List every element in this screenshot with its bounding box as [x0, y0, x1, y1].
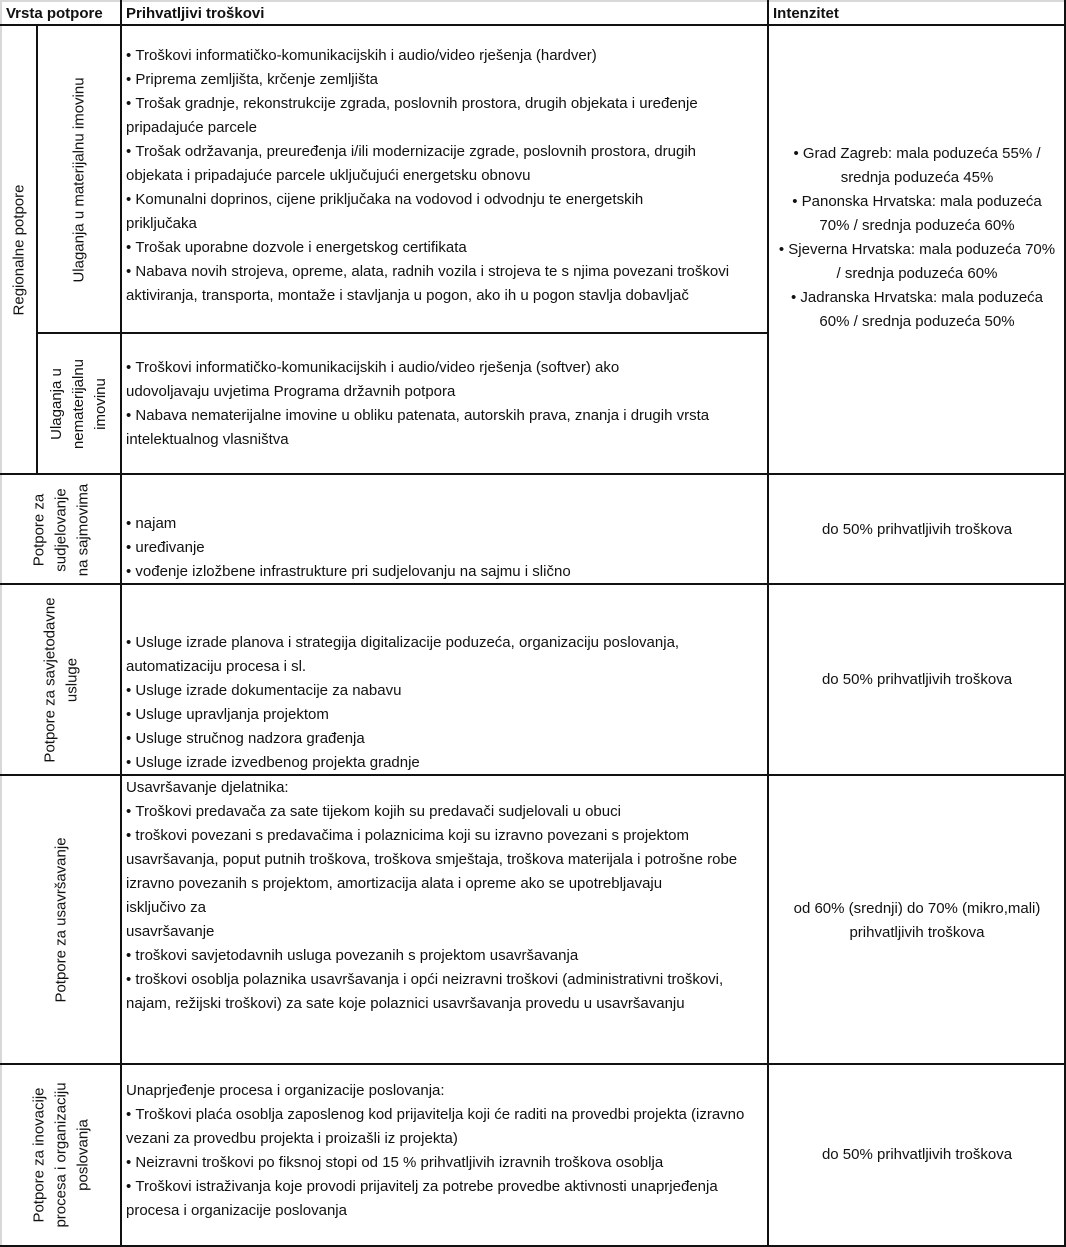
header-type: Vrsta potpore	[6, 5, 103, 22]
tangible-label-text: Ulaganja u materijalnu imovinu	[70, 76, 88, 283]
grid-line	[0, 24, 1066, 26]
intensity-item: • Sjeverna Hrvatska: mala poduzeća 70% / srednja poduzeća 60%	[777, 238, 1057, 286]
innovation-label	[2, 1065, 121, 1245]
tangible-costs	[122, 44, 768, 332]
grid-line	[0, 1063, 1066, 1065]
grid-line	[36, 25, 38, 474]
grid-line	[120, 0, 122, 1247]
training-intensity	[769, 776, 1065, 1064]
label-line: usluge	[63, 657, 81, 703]
innovation-costs	[122, 1065, 768, 1245]
training-label	[2, 776, 121, 1064]
fairs-costs	[122, 475, 768, 584]
label-line: nematerijalnu	[70, 358, 88, 450]
cost-item: • troškovi savjetodavnih usluga povezanih s projektom usavršavanja	[126, 944, 764, 968]
intensity-item: • Jadranska Hrvatska: mala poduzeća 60% / srednja poduzeća 50%	[777, 286, 1057, 334]
cost-line: izravno povezanih s projektom, amortizacija alata i opreme ako se upotrebljavaju isključivo za	[126, 875, 663, 916]
consulting-intensity: do 50% prihvatljivih troškova	[821, 671, 1013, 688]
cost-item: • uređivanje	[126, 536, 764, 560]
label-line: imovinu	[92, 378, 110, 430]
regional-group-text: Regionalne potpore	[10, 184, 28, 316]
cost-item: • Nabava novih strojeva, opreme, alata, radnih vozila i strojeva te s njima povezani troškovi aktiviranja, transporta, montaže i stavljanja u pogon, ako ih u pogon stavlja dobavljač	[126, 260, 741, 308]
grid-line	[37, 332, 768, 334]
cost-item: • najam	[126, 512, 764, 536]
fairs-intensity: do 50% prihvatljivih troškova	[821, 520, 1013, 538]
training-intro: Usavršavanje djelatnika:	[126, 779, 289, 796]
cost-item: • Usluge upravljanja projektom	[126, 703, 764, 727]
consulting-label-text	[40, 597, 84, 762]
intangible-costs	[122, 334, 768, 474]
intangible-label	[38, 334, 121, 474]
intensity-item: • Panonska Hrvatska: mala poduzeća 70% / srednja poduzeća 60%	[777, 190, 1057, 238]
cost-item: • Troškovi istraživanja koje provodi prijavitelj za potrebe provedbe aktivnosti unaprjeđenja procesa i organizacije poslovanja	[126, 1175, 726, 1223]
cost-item: • Usluge izrade izvedbenog projekta gradnje	[126, 751, 764, 775]
innovation-intro: Unaprjeđenje procesa i organizacije poslovanja:	[126, 1082, 445, 1099]
cost-item: • Nabava nematerijalne imovine u obliku patenata, autorskih prava, znanja i drugih vrsta intelektualnog vlasništva	[126, 404, 736, 452]
grid-line	[0, 774, 1066, 776]
cost-item: • vođenje izložbene infrastrukture pri sudjelovanju na sajmu i slično	[126, 560, 764, 584]
cost-line: najam, režijski troškovi) za sate koje polaznici usavršavanja provedu u usavršavanju	[126, 995, 685, 1012]
cost-item: • Trošak gradnje, rekonstrukcije zgrada, poslovnih prostora, drugih objekata i uređenje pripadajuće parcele	[126, 92, 756, 140]
regional-intensity	[769, 26, 1065, 474]
cost-item: • troškovi osoblja polaznika usavršavanja i opći neizravni troškovi (administrativni troškovi,	[126, 968, 726, 992]
label-line: Potpore za	[30, 493, 48, 566]
cost-item: • Priprema zemljišta, krčenje zemljišta	[126, 68, 764, 92]
intangible-label-text	[47, 359, 113, 449]
label-line: Potpore za inovacije	[30, 1087, 48, 1223]
training-label-text: Potpore za usavršavanje	[52, 837, 70, 1003]
consulting-label	[2, 585, 121, 775]
regional-group-label	[2, 26, 37, 474]
cost-item: • Usluge izrade planova i strategija digitalizacije poduzeća, organizaciju poslovanja, automatizaciju procesa i sl.	[126, 631, 746, 679]
cost-item: • Usluge izrade dokumentacije za nabavu	[126, 679, 764, 703]
header-intensity: Intenzitet	[773, 5, 839, 22]
cost-item: • Troškovi predavača za sate tijekom kojih su predavači sudjelovali u obuci	[126, 800, 764, 824]
training-costs	[122, 776, 768, 1064]
label-line: na sajmovima	[74, 483, 92, 576]
consulting-costs	[122, 585, 768, 775]
fairs-label	[2, 475, 121, 584]
intensity-line: prihvatljivih troškova	[849, 924, 985, 941]
cost-item: • Troškovi plaća osoblja zaposlenog kod prijavitelja koji će raditi na provedbi projekta (izravno vezani za provedbu projekta i proizašli iz projekta)	[126, 1103, 766, 1151]
grid-line	[767, 0, 769, 1247]
label-line: Ulaganja u	[48, 368, 66, 440]
cost-item: • Troškovi informatičko-komunikacijskih i audio/video rješenja (hardver)	[126, 44, 764, 68]
fairs-label-text	[28, 483, 94, 576]
label-line: Potpore za savjetodavne	[41, 597, 59, 763]
cost-item: • Neizravni troškovi po fiksnoj stopi od 15 % prihvatljivih izravnih troškova osoblja	[126, 1151, 764, 1175]
intensity-item: • Grad Zagreb: mala poduzeća 55% / srednja poduzeća 45%	[777, 142, 1057, 190]
cost-item: • Troškovi informatičko-komunikacijskih i audio/video rješenja (softver) ako udovoljavaju uvjetima Programa državnih potpora	[126, 356, 706, 404]
innovation-label-text	[29, 1082, 95, 1227]
cost-item: • Komunalni doprinos, cijene priključaka na vodovod i odvodnju te energetskih priključaka	[126, 188, 706, 236]
cost-item: • Trošak uporabne dozvole i energetskog certifikata	[126, 236, 764, 260]
cost-item: • Trošak održavanja, preuređenja i/ili modernizacije zgrade, poslovnih prostora, drugih objekata i pripadajuće parcele uključujući energetsku obnovu	[126, 140, 756, 188]
label-line: procesa i organizaciju	[52, 1082, 70, 1228]
header-costs: Prihvatljivi troškovi	[126, 5, 265, 22]
grid-line	[0, 473, 1066, 475]
cost-item: • troškovi povezani s predavačima i polaznicima koji su izravno povezani s projektom usavršavanja, poput putnih troškova, troškova smještaja, troškova materijala i potrošne robe	[126, 824, 766, 872]
intensity-line: od 60% (srednji) do 70% (mikro,mali)	[793, 900, 1041, 917]
cost-item: • Usluge stručnog nadzora građenja	[126, 727, 764, 751]
cost-line: usavršavanje	[126, 923, 215, 940]
label-line: sudjelovanje	[52, 487, 70, 572]
grid-line	[0, 583, 1066, 585]
tangible-label	[38, 26, 121, 333]
label-line: poslovanja	[74, 1119, 92, 1191]
innovation-intensity: do 50% prihvatljivih troškova	[821, 1146, 1013, 1163]
